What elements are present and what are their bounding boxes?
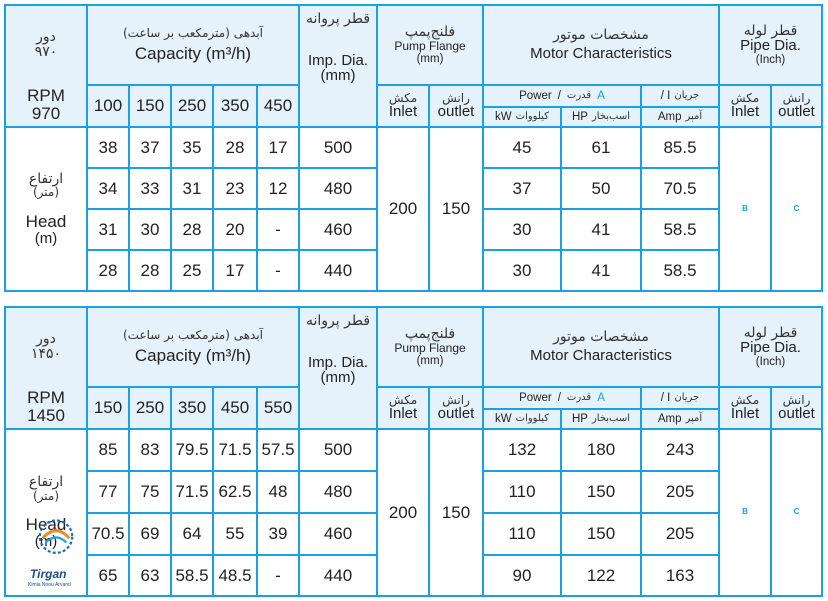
current-header [642,388,718,408]
hp-value: 41 [562,210,640,249]
head-fa: ارتفاع [28,170,64,187]
flange-outlet-header [430,388,482,428]
power-slash: / [557,391,561,404]
power-en: Power [519,89,552,102]
pipe-unit: (Inch) [755,54,786,67]
head-value: 65 [88,556,128,595]
flange-inlet-value: 200 [378,128,428,290]
motor-fa: مشخصات موتور [553,328,649,345]
kw-label: kW [495,110,512,123]
inlet-fa: مکش [388,392,418,407]
head-value: 55 [214,514,256,554]
performance-table-970 [4,4,823,292]
power-unit: A [597,89,605,102]
head-value: 70.5 [88,514,128,554]
amp-value: 243 [642,430,718,470]
head-value: 75 [130,472,170,512]
pipe-outlet-value: C [772,430,821,595]
pipe-fa: قطر لوله [743,22,798,39]
rpm-fa: دور [36,331,56,348]
pipe-en: Pipe Dia. [740,37,801,55]
capacity-header [88,308,298,386]
power-unit: A [597,391,605,404]
kw-fa: کیلووات [515,110,549,122]
head-unit: (m) [34,229,58,247]
kw-value: 37 [484,169,560,208]
head-fa: ارتفاع [28,474,64,491]
flange-inlet-value: 200 [378,430,428,595]
capacity-header [88,6,298,84]
rpm-label-cell [6,386,86,428]
amp-value: 205 [642,514,718,554]
outlet-en: outlet [437,103,475,121]
current-header [642,86,718,106]
hp-label: HP [571,412,588,425]
rpm-label: RPM [27,388,65,408]
pipe-fa: قطر لوله [743,324,798,341]
imp-value: 480 [300,169,376,208]
head-value: 79.5 [172,430,212,470]
head-value: 37 [130,128,170,167]
hp-header [562,410,640,428]
pipe-outlet-value: C [772,128,821,290]
head-value: 83 [130,430,170,470]
pipe-inlet-value: B [720,430,770,595]
kw-header [484,410,560,428]
imp-value: 460 [300,514,376,554]
imp-value: 460 [300,210,376,249]
head-value: 28 [130,251,170,290]
motor-header [484,308,718,386]
current-fa: جریان [674,89,700,101]
head-value: - [258,210,298,249]
rpm-fa: دور [36,29,56,46]
rpm-label-cell [6,84,86,126]
imp-dia-header [300,6,376,126]
head-value: 17 [214,251,256,290]
capacity-value: 350 [214,86,256,126]
head-value: 38 [88,128,128,167]
head-value: 33 [130,169,170,208]
head-value: 28 [214,128,256,167]
head-fa-unit: (متر) [32,185,60,200]
power-header [484,86,640,106]
imp-unit: (mm) [320,67,356,85]
head-en: Head [25,515,67,535]
head-value: 85 [88,430,128,470]
capacity-value: 550 [258,388,298,428]
head-value: 71.5 [214,430,256,470]
pipe-dia-header [720,308,821,386]
head-value: 63 [130,556,170,595]
head-value: 25 [172,251,212,290]
inlet-en: Inlet [388,405,418,423]
current-sym: / I [660,391,671,404]
imp-value: 500 [300,430,376,470]
flange-unit: (mm) [416,354,444,367]
pipe-dia-header [720,6,821,84]
head-value: 34 [88,169,128,208]
power-fa: قدرت [566,89,592,101]
hp-value: 61 [562,128,640,167]
motor-en: Motor Characteristics [530,45,672,63]
imp-en: Imp. Dia. [307,51,368,69]
amp-header [642,410,718,428]
imp-value: 440 [300,251,376,290]
performance-table-1450 [4,306,823,597]
head-value: 77 [88,472,128,512]
head-value: 48.5 [214,556,256,595]
hp-value: 122 [562,556,640,595]
capacity-en: Capacity (m³/h) [134,346,252,366]
amp-label: Amp [657,110,682,123]
imp-value: 500 [300,128,376,167]
pump-flange-header [378,308,482,386]
amp-fa: آمپر [685,110,703,122]
flange-fa: فلنج‌پمپ [404,24,456,41]
outlet-fa: رانش [442,90,470,105]
kw-label: kW [495,412,512,425]
kw-value: 90 [484,556,560,595]
power-header [484,388,640,408]
logo-tagline: Kimia Nirou Arvand [28,582,71,588]
capacity-value: 250 [172,86,212,126]
pipe-inlet-en: Inlet [730,103,760,121]
head-unit: (m) [34,533,58,551]
head-value: 58.5 [172,556,212,595]
pipe-inlet-header [720,86,770,126]
kw-value: 30 [484,210,560,249]
pipe-inlet-value: B [720,128,770,290]
head-value: 69 [130,514,170,554]
imp-fa: قطر پروانه [305,11,371,27]
kw-value: 132 [484,430,560,470]
capacity-value: 350 [172,388,212,428]
capacity-fa: آبدهی (مترمکعب بر ساعت) [122,25,264,40]
amp-value: 58.5 [642,251,718,290]
pipe-outlet-fa: رانش [782,90,811,105]
head-value: 39 [258,514,298,554]
flange-en: Pump Flange [394,341,466,356]
amp-fa: آمپر [685,412,703,424]
hp-header [562,108,640,126]
head-en: Head [25,211,67,231]
logo-name: Tirgan [30,567,67,581]
pipe-inlet-en: Inlet [730,405,760,423]
head-fa-unit: (متر) [32,488,60,503]
head-value: 35 [172,128,212,167]
head-value: 64 [172,514,212,554]
outlet-fa: رانش [442,392,470,407]
outlet-en: outlet [437,405,475,423]
amp-header [642,108,718,126]
kw-fa: کیلووات [515,412,549,424]
rpm-fa-num: ۱۴۵۰ [30,346,62,362]
hp-value: 150 [562,472,640,512]
head-value: 71.5 [172,472,212,512]
capacity-value: 450 [214,388,256,428]
head-value: 23 [214,169,256,208]
rpm-header [6,6,86,84]
flange-fa: فلنج‌پمپ [404,326,456,343]
flange-inlet-header [378,86,428,126]
kw-value: 45 [484,128,560,167]
head-value: 28 [172,210,212,249]
pipe-inlet-fa: مکش [730,90,760,105]
current-sym: / I [660,89,671,102]
flange-unit: (mm) [416,52,444,65]
amp-value: 58.5 [642,210,718,249]
head-value: 28 [88,251,128,290]
pipe-inlet-fa: مکش [730,392,760,407]
amp-value: 70.5 [642,169,718,208]
power-slash: / [557,89,561,102]
imp-dia-header [300,308,376,428]
inlet-en: Inlet [388,103,418,121]
hp-fa: اسب‌بخار [591,110,631,122]
flange-outlet-value: 150 [430,430,482,595]
inlet-fa: مکش [388,90,418,105]
imp-value: 480 [300,472,376,512]
kw-value: 30 [484,251,560,290]
rpm-fa-num: ۹۷۰ [34,44,58,60]
pipe-outlet-header [772,388,821,428]
rpm-value: 970 [31,104,61,123]
capacity-en: Capacity (m³/h) [134,44,252,64]
pipe-outlet-fa: رانش [782,392,811,407]
capacity-value: 100 [88,86,128,126]
capacity-value: 450 [258,86,298,126]
pipe-outlet-header [772,86,821,126]
head-value: 20 [214,210,256,249]
motor-fa: مشخصات موتور [553,26,649,43]
capacity-value: 250 [130,388,170,428]
head-value: 62.5 [214,472,256,512]
kw-value: 110 [484,514,560,554]
flange-outlet-header [430,86,482,126]
motor-en: Motor Characteristics [530,347,672,365]
pipe-outlet-en: outlet [778,103,815,121]
hp-label: HP [571,110,588,123]
hp-value: 180 [562,430,640,470]
head-value: - [258,251,298,290]
imp-unit: (mm) [320,369,356,387]
pipe-inlet-header [720,388,770,428]
motor-header [484,6,718,84]
capacity-fa: آبدهی (مترمکعب بر ساعت) [122,327,264,342]
hp-fa: اسب‌بخار [591,412,631,424]
amp-value: 205 [642,472,718,512]
flange-outlet-value: 150 [430,128,482,290]
kw-value: 110 [484,472,560,512]
head-label-cell [6,128,86,290]
power-fa: قدرت [566,391,592,403]
head-value: 30 [130,210,170,249]
flange-inlet-header [378,388,428,428]
head-value: 57.5 [258,430,298,470]
rpm-value: 1450 [27,406,65,425]
power-en: Power [519,391,552,404]
imp-en: Imp. Dia. [307,353,368,371]
pipe-outlet-en: outlet [778,405,815,423]
tirgan-logo-icon [25,515,84,572]
head-value: 48 [258,472,298,512]
hp-value: 41 [562,251,640,290]
pipe-en: Pipe Dia. [740,339,801,357]
flange-en: Pump Flange [394,39,466,54]
amp-label: Amp [657,412,682,425]
head-value: - [258,556,298,595]
kw-header [484,108,560,126]
current-fa: جریان [674,391,700,403]
amp-value: 85.5 [642,128,718,167]
hp-value: 150 [562,514,640,554]
capacity-value: 150 [130,86,170,126]
head-value: 31 [88,210,128,249]
head-value: 12 [258,169,298,208]
imp-fa: قطر پروانه [305,313,371,329]
pump-flange-header [378,6,482,84]
imp-value: 440 [300,556,376,595]
head-value: 31 [172,169,212,208]
pipe-unit: (Inch) [755,356,786,369]
rpm-label: RPM [27,86,65,106]
hp-value: 50 [562,169,640,208]
rpm-header [6,308,86,386]
head-value: 17 [258,128,298,167]
amp-value: 163 [642,556,718,595]
capacity-value: 150 [88,388,128,428]
